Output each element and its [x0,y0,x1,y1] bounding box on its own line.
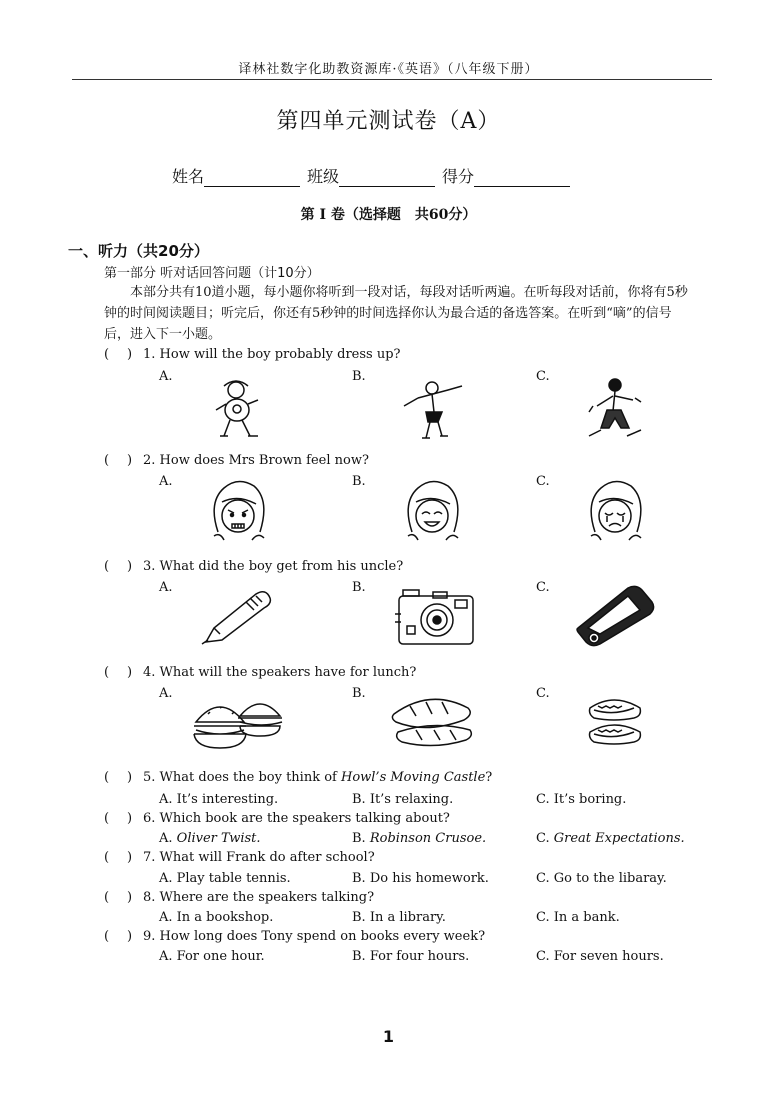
question-6 [0,811,777,829]
book-title: Oliver Twist. [176,831,261,846]
option-b[interactable]: B. [352,686,366,701]
bread-icon [390,692,474,750]
question-text: 3. What did the boy get from his uncle? [143,559,404,574]
option-a[interactable]: A. [159,580,173,595]
option-letter: A. [159,831,177,846]
answer-paren-close: ) [127,850,133,865]
section-title: 一、听力（共20分） [68,242,209,260]
question-1 [0,347,777,365]
section-subtitle: 第一部分 听对话回答问题（计10分） [104,266,320,281]
question-text: 2. How does Mrs Brown feel now? [143,453,369,468]
class-blank[interactable] [339,169,435,187]
answer-paren-close: ) [127,890,133,905]
option-c[interactable]: C. [536,580,550,595]
angry-face-icon [208,480,268,544]
option-b[interactable]: B. Do his homework. [352,871,489,886]
book-title: Great Expectations. [553,831,685,846]
answer-paren-open[interactable]: ( [104,811,110,826]
question-7 [0,850,777,868]
score-blank[interactable] [474,169,570,187]
class-label: 班级 [307,167,340,186]
answer-paren-open[interactable]: ( [104,453,110,468]
answer-paren-close: ) [127,770,133,785]
question-text [143,770,492,785]
answer-paren-open[interactable]: ( [104,770,110,785]
option-a[interactable]: A. In a bookshop. [159,910,274,925]
answer-paren-open[interactable]: ( [104,559,110,574]
question-text: 9. How long does Tony spend on books every week? [143,929,486,944]
question-text: 7. What will Frank do after school? [143,850,375,865]
option-c[interactable]: C. It’s boring. [536,792,627,807]
answer-paren-close: ) [127,559,133,574]
answer-paren-open[interactable]: ( [104,929,110,944]
answer-paren-close: ) [127,347,133,362]
option-b[interactable]: B. [352,580,366,595]
option-b[interactable]: B. [352,474,366,489]
option-a[interactable]: A. [159,369,173,384]
option-c[interactable]: C. Go to the libaray. [536,871,667,886]
option-c[interactable]: C. In a bank. [536,910,620,925]
sad-face-icon [585,480,645,544]
boy-costume-b-icon [398,378,464,440]
page-header: 译林社数字化助教资源库·《英语》（八年级下册） [238,62,539,77]
option-c[interactable]: C. For seven hours. [536,949,664,964]
question-text: 8. Where are the speakers talking? [143,890,375,905]
header-divider [72,79,712,80]
class-field [307,164,435,187]
option-b[interactable]: B. In a library. [352,910,446,925]
option-letter: B. [352,831,370,846]
mp4-player-icon [574,584,656,648]
part-title: 第 I 卷（选择题 共60分） [300,207,477,223]
happy-face-icon [402,480,462,544]
option-b[interactable]: B. [352,369,366,384]
option-b[interactable] [352,831,486,846]
page-number: 1 [382,1027,395,1046]
page-title: 第四单元测试卷（A） [276,109,501,134]
question-2 [0,453,777,471]
question-5 [0,770,777,788]
camera-icon [393,586,477,648]
name-blank[interactable] [204,169,300,187]
question-text-before: 5. What does the boy think of [143,770,341,785]
name-field [172,164,300,187]
score-label: 得分 [442,167,475,186]
hamburgers-icon [192,692,284,752]
option-a[interactable]: A. [159,686,173,701]
boy-costume-a-icon [210,378,266,440]
option-c[interactable]: C. [536,369,550,384]
score-field [442,164,570,187]
book-title: Robinson Crusoe. [369,831,487,846]
movie-title: Howl’s Moving Castle [340,770,486,785]
option-a[interactable] [159,831,261,846]
question-text: 6. Which book are the speakers talking about? [143,811,450,826]
option-b[interactable]: B. For four hours. [352,949,470,964]
hot-dogs-icon [584,692,646,752]
option-c[interactable]: C. [536,686,550,701]
answer-paren-open[interactable]: ( [104,890,110,905]
answer-paren-close: ) [127,453,133,468]
option-a[interactable]: A. For one hour. [159,949,265,964]
option-c[interactable] [536,831,685,846]
question-3 [0,559,777,577]
boy-costume-c-icon [585,376,643,440]
option-b[interactable]: B. It’s relaxing. [352,792,454,807]
question-text-after: ? [485,770,493,785]
section-instructions: 本部分共有10道小题，每小题你将听到一段对话，每段对话听两遍。在听每段对话前，你将有5秒钟的时间阅读题目；听完后，你还有5秒钟的时间选择你认为最合适的备选答案。在听到“嘀”的信号后，进入下一小题。 [104,285,688,342]
question-4 [0,665,777,683]
answer-paren-open[interactable]: ( [104,850,110,865]
option-letter: C. [536,831,554,846]
option-a[interactable]: A. It’s interesting. [159,792,279,807]
question-9 [0,929,777,947]
question-text: 1. How will the boy probably dress up? [143,347,401,362]
question-text: 4. What will the speakers have for lunch? [143,665,417,680]
question-8 [0,890,777,908]
answer-paren-open[interactable]: ( [104,665,110,680]
answer-paren-close: ) [127,929,133,944]
answer-paren-open[interactable]: ( [104,347,110,362]
option-a[interactable]: A. Play table tennis. [159,871,291,886]
answer-paren-close: ) [127,665,133,680]
option-c[interactable]: C. [536,474,550,489]
option-a[interactable]: A. [159,474,173,489]
name-label: 姓名 [172,167,205,186]
answer-paren-close: ) [127,811,133,826]
pen-icon [198,588,274,646]
